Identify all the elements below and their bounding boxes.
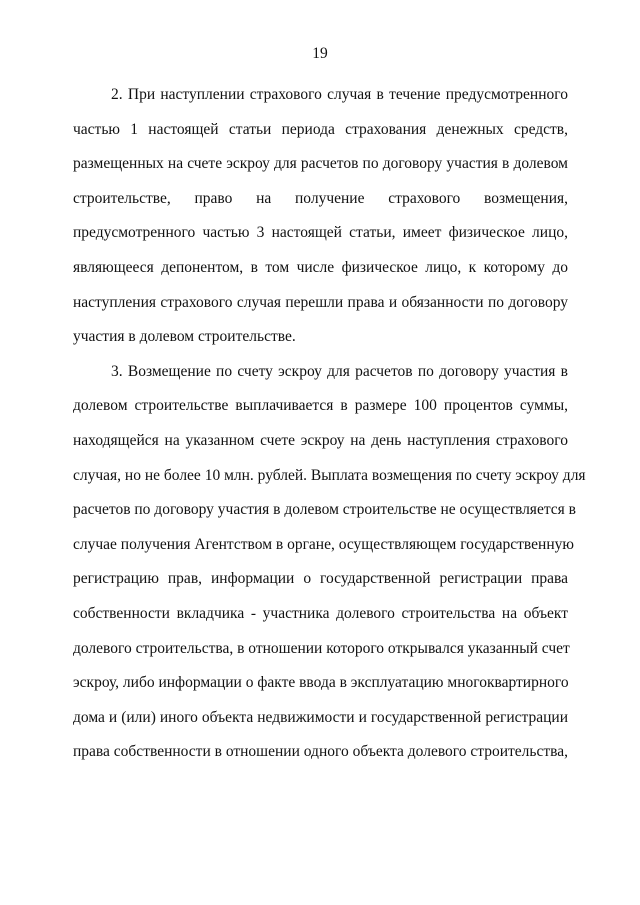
page-number: 19 [312,45,328,62]
text-line: случая, но не более 10 млн. рублей. Выплата возмещения по счету эскроу для [73,466,586,484]
text-line: наступления страхового случая перешли права и обязанности по договору [73,293,568,311]
text-line: эскроу, либо информации о факте ввода в эксплуатацию многоквартирного [73,674,569,692]
text-line: дома и (или) иного объекта недвижимости и государственной регистрации [73,708,568,726]
text-line: частью 1 настоящей статьи периода страхования денежных средств, [73,120,568,138]
text-line: регистрацию прав, информации о государственной регистрации права [73,570,568,588]
text-line: расчетов по договору участия в долевом строительстве не осуществляется в [73,501,576,519]
text-line: предусмотренного частью 3 настоящей статьи, имеет физическое лицо, [73,224,568,242]
paragraph-3 [73,362,586,777]
text-line: случае получения Агентством в органе, осуществляющем государственную [73,535,574,553]
text-line: строительстве, право на получение страхового возмещения, [73,189,568,207]
document-body [73,85,586,777]
text-line: размещенных на счете эскроу для расчетов по договору участия в долевом [73,155,568,173]
text-line: собственности вкладчика - участника долевого строительства на объект [73,604,568,622]
text-line: находящейся на указанном счете эскроу на день наступления страхового [73,431,568,449]
text-line: 3. Возмещение по счету эскроу для расчетов по договору участия в [111,362,568,380]
text-line: участия в долевом строительстве. [73,328,296,346]
text-line: долевом строительстве выплачивается в размере 100 процентов суммы, [73,397,568,415]
text-line: 2. При наступлении страхового случая в течение предусмотренного [111,86,568,103]
text-line: права собственности в отношении одного объекта долевого строительства, [73,743,568,761]
paragraph-2 [73,85,568,362]
text-line: долевого строительства, в отношении которого открывался указанный счет [73,639,570,657]
text-line: являющееся депонентом, в том числе физическое лицо, к которому до [73,258,568,276]
